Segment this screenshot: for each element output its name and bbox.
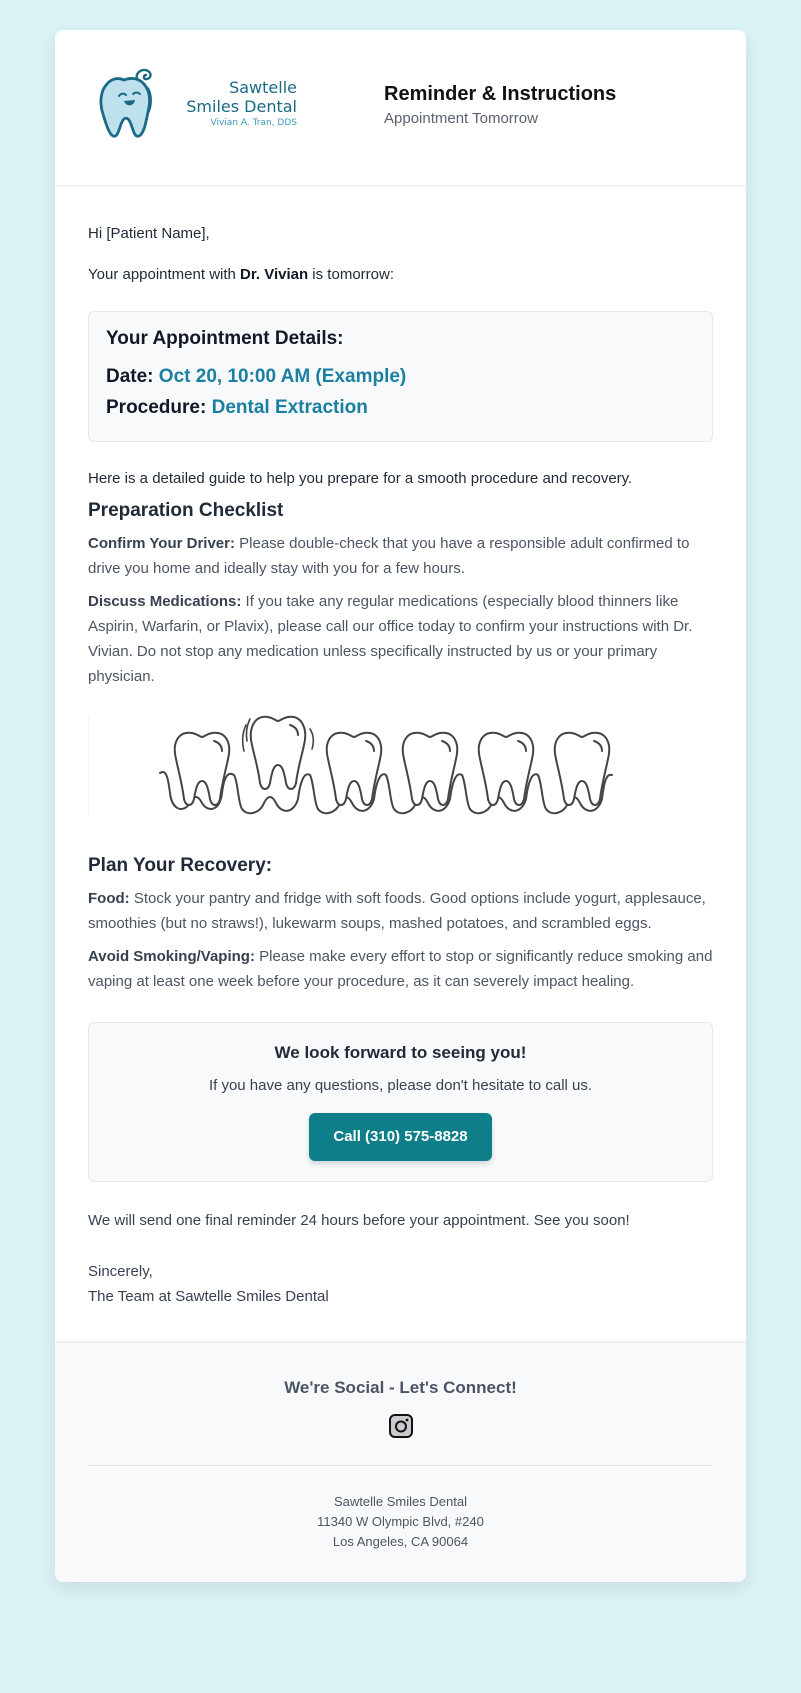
- smiling-tooth-icon: [97, 68, 163, 140]
- header-titles: [384, 82, 616, 127]
- prep-item-text: Please double-check that you have a responsible adult confirmed to drive you home and ideally stay with you for a few hours.: [88, 535, 690, 577]
- email-footer: [55, 1341, 746, 1582]
- clinic-logo: [97, 68, 327, 148]
- prep-item-label: Confirm Your Driver:: [88, 535, 235, 552]
- recovery-item-label: Food:: [88, 890, 130, 907]
- guide-intro: Here is a detailed guide to help you prepare for a smooth procedure and recovery.: [88, 470, 633, 487]
- signoff-line1: Sincerely,: [88, 1263, 153, 1280]
- cta-text: If you have any questions, please don't hesitate to call us.: [208, 1077, 593, 1094]
- cta-heading: We look forward to seeing you!: [274, 1043, 527, 1062]
- logo-wordmark: [167, 78, 297, 129]
- social-heading: We're Social - Let's Connect!: [284, 1378, 517, 1397]
- prep-item-driver: [88, 531, 713, 581]
- logo-name-line1: Sawtelle: [229, 78, 297, 97]
- social-links: [88, 1413, 713, 1439]
- logo-name-line2: Smiles Dental: [186, 97, 297, 116]
- appointment-date: [106, 361, 695, 392]
- clinic-address: [88, 1492, 713, 1552]
- signoff-line2: The Team at Sawtelle Smiles Dental: [88, 1288, 329, 1305]
- intro-suffix: is tomorrow:: [308, 266, 394, 283]
- email-title: Reminder & Instructions: [384, 83, 617, 105]
- instagram-icon[interactable]: [388, 1413, 414, 1439]
- intro-prefix: Your appointment with: [88, 266, 241, 283]
- email-body: [55, 187, 746, 1309]
- footer-divider: [88, 1465, 713, 1466]
- procedure-label: Procedure:: [106, 397, 212, 418]
- intro-doctor: Dr. Vivian: [240, 266, 309, 283]
- address-city: Los Angeles, CA 90064: [332, 1534, 469, 1549]
- intro-text: [88, 262, 713, 287]
- recovery-heading: Plan Your Recovery:: [88, 855, 273, 876]
- appointment-details-box: [88, 311, 713, 442]
- email-card: [55, 30, 746, 1582]
- contact-cta-box: [88, 1022, 713, 1182]
- preparation-heading: Preparation Checklist: [88, 500, 284, 521]
- recovery-item-text: Please make every effort to stop or significantly reduce smoking and vaping at least one week before your procedure, as it can severely impact healing.: [88, 948, 713, 990]
- logo-doctor-name: Vivian A. Tran, DDS: [210, 118, 297, 128]
- address-street: 11340 W Olympic Blvd, #240: [317, 1514, 484, 1529]
- details-heading: Your Appointment Details:: [106, 328, 344, 349]
- recovery-item-food: [88, 886, 713, 936]
- address-name: Sawtelle Smiles Dental: [334, 1494, 467, 1509]
- email-header: [55, 30, 746, 187]
- signoff: [88, 1259, 713, 1309]
- date-label: Date:: [106, 366, 159, 387]
- teeth-illustration-svg: [88, 703, 688, 828]
- prep-item-label: Discuss Medications:: [88, 593, 242, 610]
- teeth-row-loose-tooth-illustration: [88, 703, 688, 828]
- recovery-item-label: Avoid Smoking/Vaping:: [88, 948, 255, 965]
- recovery-item-text: Stock your pantry and fridge with soft foods. Good options include yogurt, applesauce, smoothies (but no straws!), lukewarm soups, mashed potatoes, and scrambled eggs.: [88, 890, 706, 932]
- recovery-item-smoking: [88, 944, 713, 994]
- call-office-button[interactable]: Call (310) 575-8828: [309, 1113, 491, 1161]
- prep-item-text: If you take any regular medications (especially blood thinners like Aspirin, Warfarin, or Plavix), please call our office today to confirm your instructions with Dr. Vivian. Do not stop any medication unless specifically instructed by us or your primary physician.: [88, 593, 693, 685]
- closing-text: We will send one final reminder 24 hours before your appointment. See you soon!: [88, 1212, 630, 1229]
- prep-item-medications: [88, 589, 713, 689]
- greeting: Hi [Patient Name],: [88, 225, 210, 242]
- procedure-value: Dental Extraction: [211, 397, 368, 418]
- email-subtitle: Appointment Tomorrow: [384, 110, 538, 127]
- appointment-procedure: [106, 392, 695, 423]
- date-value: Oct 20, 10:00 AM (Example): [158, 366, 407, 387]
